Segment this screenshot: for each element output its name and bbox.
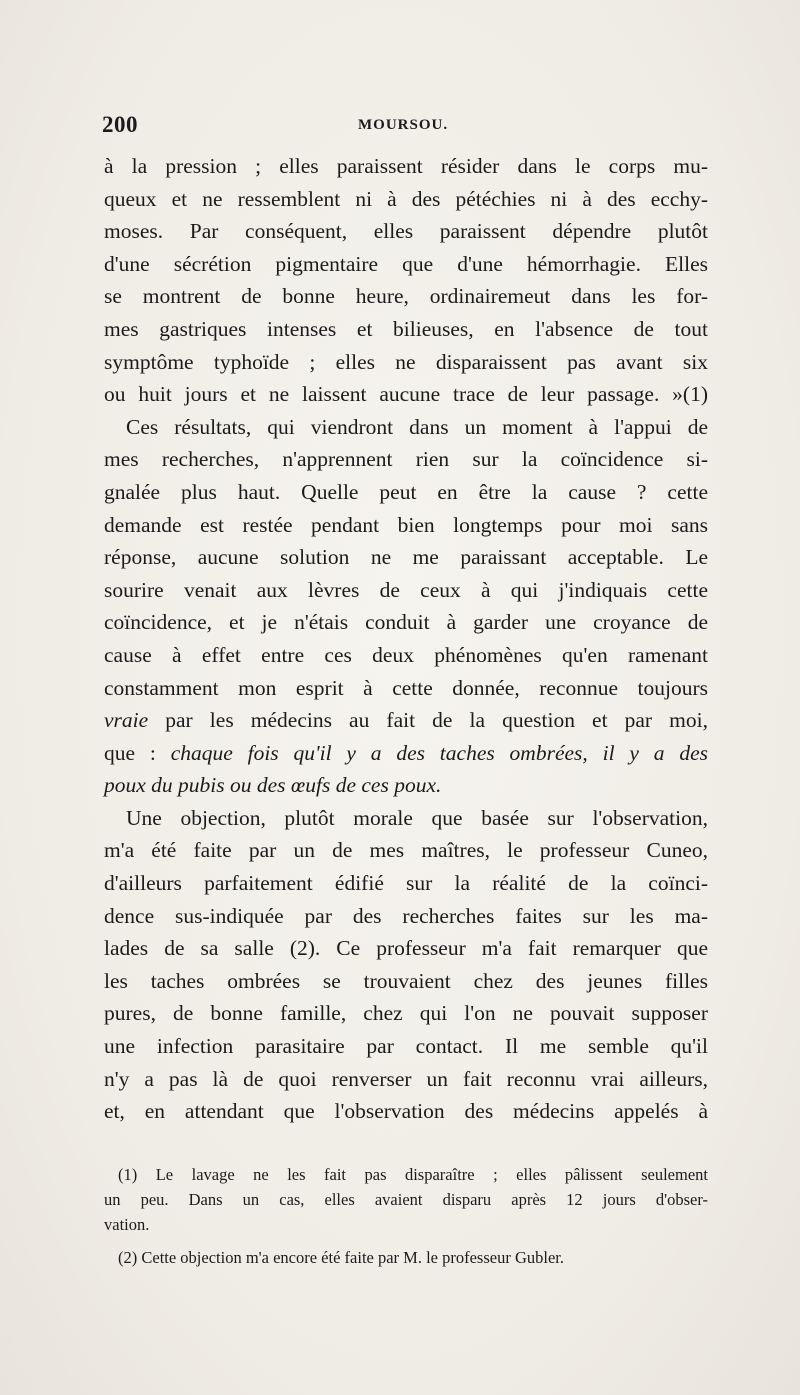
text-line: se montrent de bonne heure, ordinairemeut dans les for- [104, 284, 708, 309]
footnote-1-line: vation. [104, 1214, 150, 1234]
text-line: coïncidence, et je n'étais conduit à garder une croyance de [104, 610, 708, 635]
text-line: réponse, aucune solution ne me paraissant acceptable. Le [104, 545, 708, 570]
text-line: m'a été faite par un de mes maîtres, le professeur Cuneo, [104, 838, 708, 863]
text-line: les taches ombrées se trouvaient chez des jeunes filles [104, 968, 708, 993]
text-line: une infection parasitaire par contact. Il me semble qu'il [104, 1034, 708, 1059]
text-line: symptôme typhoïde ; elles ne disparaissent pas avant six [104, 349, 708, 374]
footnote-2: (2) Cette objection m'a encore été faite par M. le professeur Gubler. [118, 1248, 564, 1268]
text-line: n'y a pas là de quoi renverser un fait reconnu vrai ailleurs, [104, 1066, 708, 1091]
text-line-with-italic [104, 737, 708, 770]
footnote-1-line: (1) Le lavage ne les fait pas disparaître ; elles pâlissent seulement [118, 1165, 708, 1184]
footnote-gap [104, 1237, 708, 1246]
text-line: gnalée plus haut. Quelle peut en être la cause ? cette [104, 479, 708, 504]
text-line: et, en attendant que l'observation des médecins appelés à [104, 1099, 708, 1124]
text-line: lades de sa salle (2). Ce professeur m'a fait remarquer que [104, 936, 708, 961]
text-line: constamment mon esprit à cette donnée, reconnue toujours [104, 675, 708, 700]
footnote-1-line: un peu. Dans un cas, elles avaient disparu après 12 jours d'obser- [104, 1189, 708, 1209]
running-head [102, 112, 712, 142]
text-line: mes gastriques intenses et bilieuses, en l'absence de tout [104, 316, 708, 341]
running-title: MOURSOU. [358, 117, 449, 133]
text-line-italic [104, 769, 708, 802]
text-line: à la pression ; elles paraissent résider dans le corps mu- [104, 154, 708, 178]
text-line: mes recherches, n'apprennent rien sur la coïncidence si- [104, 447, 708, 472]
text-fragment: que : [104, 740, 171, 765]
text-line: cause à effet entre ces deux phénomènes qu'en ramenant [104, 642, 708, 667]
text-fragment: par les médecins au fait de la question et par moi, [148, 708, 708, 733]
text-line: queux et ne ressemblent ni à des pétéchies ni à des ecchy- [104, 186, 708, 211]
italic-phrase: chaque fois qu'il y a des taches ombrées, il y a des [170, 740, 708, 765]
page-number: 200 [102, 112, 138, 137]
paragraph-start-line: Une objection, plutôt morale que basée sur l'observation, [126, 805, 708, 830]
text-line-with-italic [104, 704, 708, 737]
text-line: dence sus-indiquée par des recherches faites sur les ma- [104, 903, 708, 928]
text-line: ou huit jours et ne laissent aucune trace de leur passage. »(1) [104, 382, 708, 407]
paragraph-start-line: Ces résultats, qui viendront dans un moment à l'appui de [126, 414, 708, 439]
body-text [104, 150, 708, 1128]
text-line: d'ailleurs parfaitement édifié sur la réalité de la coïnci- [104, 871, 708, 896]
text-line: d'une sécrétion pigmentaire que d'une hémorrhagie. Elles [104, 251, 708, 276]
text-line: moses. Par conséquent, elles paraissent dépendre plutôt [104, 219, 708, 244]
italic-word: vraie [104, 708, 149, 733]
italic-phrase: poux du pubis ou des œufs de ces poux. [104, 773, 442, 798]
footnotes [104, 1163, 708, 1271]
text-line: pures, de bonne famille, chez qui l'on ne pouvait supposer [104, 1001, 708, 1026]
text-line: demande est restée pendant bien longtemps pour moi sans [104, 512, 708, 537]
text-line: sourire venait aux lèvres de ceux à qui j'indiquais cette [104, 577, 708, 602]
